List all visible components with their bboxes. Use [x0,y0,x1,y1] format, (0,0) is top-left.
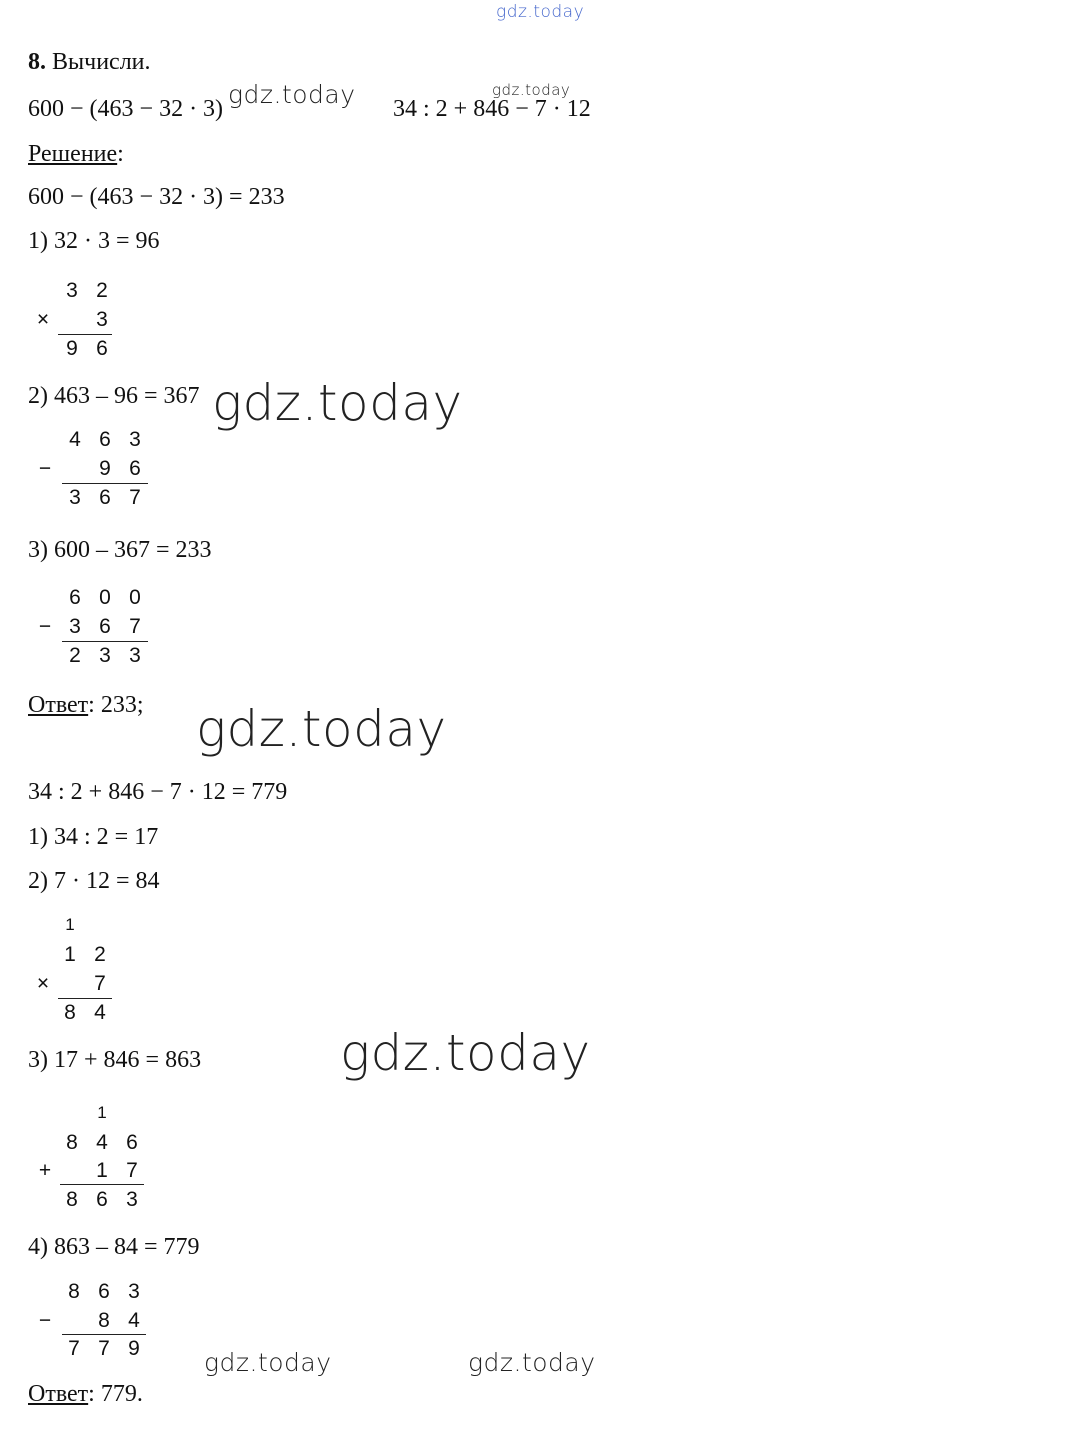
solution-label-line [28,140,124,168]
col-digit: 0 [129,586,141,609]
col-digit: 8 [66,1188,78,1211]
minus-sign: − [38,615,52,638]
watermark-small-1: gdz.today [228,80,356,109]
answer-label: Ответ [28,1381,89,1407]
multiply-sign: × [36,972,50,995]
col-digit: 7 [126,1159,138,1182]
part1-step2: 2) 463 – 96 = 367 [28,383,200,409]
carry-digit: 1 [97,1103,107,1122]
task-expression-1: 600 − (463 − 32 · 3) [28,96,224,122]
col-digit: 6 [129,457,141,480]
col-digit: 6 [126,1131,138,1154]
col-digit: 2 [69,644,81,667]
column-bar [58,334,112,335]
answer-value: : 779. [88,1381,143,1407]
part2-step4: 4) 863 – 84 = 779 [28,1234,200,1260]
part2-answer [28,1380,143,1408]
answer-label: Ответ [28,692,89,718]
col-digit: 2 [94,943,106,966]
col-digit: 6 [98,1280,110,1303]
minus-sign: − [38,457,52,480]
part2-step1: 1) 34 : 2 = 17 [28,824,159,850]
col-digit: 6 [69,586,81,609]
col-digit: 3 [69,615,81,638]
watermark-large-3: gdz.today [340,1024,591,1082]
column-bar [62,641,148,642]
col-digit: 8 [98,1309,110,1332]
col-digit: 4 [94,1001,106,1024]
col-digit: 8 [66,1131,78,1154]
task-expression-2: 34 : 2 + 846 − 7 · 12 [393,96,591,122]
watermark-top: gdz.today [496,2,585,22]
part1-step1: 1) 32 · 3 = 96 [28,228,160,254]
watermark-tiny: gdz.today [492,81,571,99]
column-bar [60,1184,144,1185]
column-bar [62,1334,146,1335]
solution-colon: : [117,141,124,167]
col-digit: 6 [96,337,108,360]
part2-full-equation: 34 : 2 + 846 − 7 · 12 = 779 [28,779,288,805]
col-digit: 3 [129,428,141,451]
part1-step3: 3) 600 – 367 = 233 [28,537,212,563]
minus-sign: − [38,1309,52,1332]
col-digit: 4 [69,428,81,451]
col-digit: 8 [64,1001,76,1024]
multiply-sign: × [36,308,50,331]
col-digit: 1 [96,1159,108,1182]
col-digit: 9 [128,1337,140,1360]
col-digit: 7 [129,486,141,509]
carry-digit: 1 [65,915,75,934]
col-digit: 3 [126,1188,138,1211]
col-digit: 9 [99,457,111,480]
col-digit: 9 [66,337,78,360]
col-digit: 2 [96,279,108,302]
col-digit: 3 [99,644,111,667]
col-digit: 7 [129,615,141,638]
part1-full-equation: 600 − (463 − 32 · 3) = 233 [28,184,285,210]
col-digit: 1 [64,943,76,966]
col-digit: 3 [69,486,81,509]
part1-answer [28,691,144,719]
task-number: 8. [28,49,46,75]
col-digit: 3 [96,308,108,331]
col-digit: 6 [99,486,111,509]
col-digit: 3 [129,644,141,667]
col-digit: 4 [128,1309,140,1332]
task-title: Вычисли. [52,49,151,75]
task-heading [28,48,151,76]
answer-value: : 233; [88,692,144,718]
col-digit: 6 [96,1188,108,1211]
col-digit: 3 [66,279,78,302]
col-digit: 6 [99,428,111,451]
col-digit: 8 [68,1280,80,1303]
watermark-large-2: gdz.today [196,700,447,758]
column-bar [58,998,112,999]
part2-step3: 3) 17 + 846 = 863 [28,1047,202,1073]
watermark-large-1: gdz.today [212,374,463,432]
col-digit: 4 [96,1131,108,1154]
watermark-small-3: gdz.today [468,1348,596,1377]
col-digit: 7 [98,1337,110,1360]
col-digit: 3 [128,1280,140,1303]
col-digit: 6 [99,615,111,638]
watermark-small-2: gdz.today [204,1348,332,1377]
col-digit: 7 [68,1337,80,1360]
col-digit: 7 [94,972,106,995]
col-digit: 0 [99,586,111,609]
part2-step2: 2) 7 · 12 = 84 [28,868,160,894]
column-bar [62,483,148,484]
solution-label: Решение [28,141,118,167]
plus-sign: + [38,1159,52,1182]
